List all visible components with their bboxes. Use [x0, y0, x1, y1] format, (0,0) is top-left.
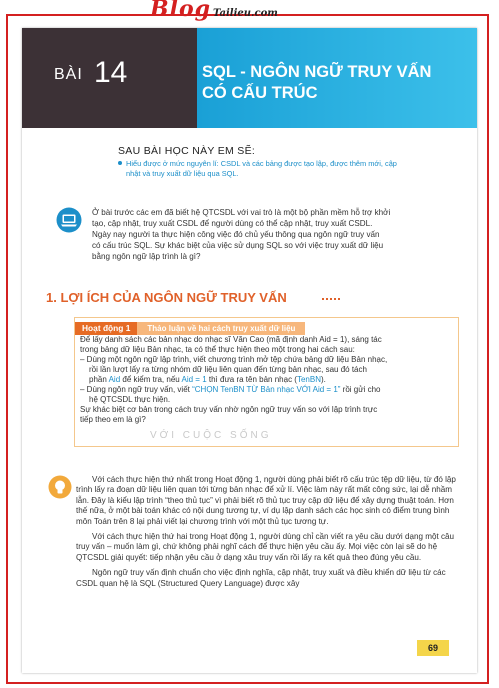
lesson-banner	[22, 28, 477, 128]
activity-header	[75, 318, 305, 331]
activity-line: hệ QTCSDL thực hiện.	[89, 395, 171, 404]
lesson-title-line1: SQL - NGÔN NGỮ TRUY VẤN	[202, 63, 432, 81]
aid-term: Aid	[108, 375, 121, 384]
bullet-icon	[118, 161, 122, 165]
answer-paragraph-3: Ngôn ngữ truy vấn định chuẩn cho việc định nghĩa, cập nhật, truy xuất và điều khiển dữ liệu từ các CSDL quan hệ là SQL (Structured Query Language) được xây	[76, 568, 446, 588]
page-number: 69	[417, 640, 449, 656]
activity-line: tiếp theo em là gì?	[80, 415, 146, 424]
textbook-page	[22, 28, 477, 673]
lesson-title-line2: CÓ CẤU TRÚC	[202, 84, 318, 102]
lightbulb-icon	[48, 475, 72, 499]
laptop-icon	[56, 207, 82, 233]
lesson-title	[202, 62, 462, 104]
tenbn-term: TenBN	[296, 375, 321, 384]
activity-line: phần Aid để kiểm tra, nếu Aid = 1 thì đưa ra tên bản nhạc (TenBN).	[89, 375, 326, 384]
activity-line: trong bảng dữ liệu Bản nhạc, ta có thể thực hiện theo một trong hai cách sau:	[80, 345, 355, 354]
activity-line: Để lấy danh sách các bản nhạc do nhạc sĩ Văn Cao (mã định danh Aid = 1), sáng tác	[80, 335, 382, 344]
section-1-dotted-line	[322, 298, 340, 300]
activity-line: – Dùng một ngôn ngữ lập trình, viết chương trình mở tệp chứa bảng dữ liệu Bản nhạc,	[80, 355, 388, 364]
goals-heading: SAU BÀI HỌC NÀY EM SẼ:	[118, 145, 256, 157]
query-example: “CHỌN TenBN TỪ Bản nhạc VỚI Aid = 1”	[192, 385, 341, 394]
intro-line: có cấu trúc SQL. Sự khác biệt của việc sử dụng SQL so với việc truy xuất dữ liệu	[92, 241, 384, 250]
intro-line: Ngày nay người ta thực hiện công việc đó chủ yếu thông qua ngôn ngữ truy vấn	[92, 230, 380, 239]
activity-1-box	[74, 317, 459, 447]
watermark-text: VỚI CUỘC SỐNG	[150, 430, 272, 441]
answer-text	[76, 475, 456, 594]
activity-body	[80, 335, 452, 425]
activity-tag: Hoạt động 1	[75, 322, 137, 335]
lesson-word: BÀI	[54, 66, 83, 83]
activity-topic: Thảo luận về hai cách truy xuất dữ liệu	[137, 322, 305, 335]
logo-brand: Blog	[150, 0, 212, 22]
activity-line: rồi lần lượt lấy ra từng nhóm dữ liệu liên quan đến từng bản nhạc, sau đó tách	[89, 365, 367, 374]
activity-line: Sự khác biệt cơ bản trong cách truy vấn nhờ ngôn ngữ truy vấn so với lập trình trực	[80, 405, 378, 414]
intro-line: Ở bài trước các em đã biết hệ QTCSDL với vai trò là một bộ phần mềm hỗ trợ khởi	[92, 208, 391, 217]
goals-line-2: nhật và truy xuất dữ liệu qua SQL.	[126, 169, 239, 178]
site-logo[interactable]	[150, 0, 278, 22]
goals-line-1: Hiểu được ở mức nguyên lí: CSDL và các bảng được tạo lập, được thêm mới, cập	[118, 159, 453, 169]
section-1-title: 1. LỢI ÍCH CỦA NGÔN NGỮ TRUY VẤN	[46, 290, 287, 305]
activity-line: – Dùng ngôn ngữ truy vấn, viết “CHỌN TenBN TỪ Bản nhạc VỚI Aid = 1” rồi gửi cho	[80, 385, 381, 394]
intro-text	[92, 207, 452, 262]
intro-line: tạo, cập nhật, truy xuất CSDL để người dùng có thể cập nhật, truy xuất CSDL.	[92, 219, 373, 228]
intro-line: bằng ngôn ngữ lập trình là gì?	[92, 252, 201, 261]
answer-paragraph-1: Với cách thực hiện thứ nhất trong Hoạt động 1, người dùng phải biết rõ cấu trúc tệp dữ liệu, từ đó lập trình lấy ra đoạn dữ liệu liên quan tới từng bản nhạc để xử lí. Việc làm này rất mất công sức, lại dễ nhầm lẫn. Đây là kiểu lập trình “theo thủ tục” vì phải biết rõ thủ tục truy cập dữ liệu để xây dựng thuật toán. Hơn thế nữa, ở một bài toán khác có nội dung tương tự, ví dụ lập danh sách các học sinh có điểm trung bình môn Toán trên 8 lại phải viết lại chương trình với một thủ tục tương tự.	[76, 475, 456, 526]
lesson-number: 14	[94, 56, 128, 89]
goals-body	[118, 159, 453, 179]
logo-site: Tailieu.com	[213, 8, 278, 19]
answer-paragraph-2: Với cách thực hiện thứ hai trong Hoạt động 1, người dùng chỉ cần viết ra yêu cầu dưới dạng một câu truy vấn – muốn làm gì, chứ không phải nghĩ cách để thực hiện yêu cầu ấy. Mọi việc còn lại sẽ do hệ QTCSDL giải quyết: tiếp nhận yêu cầu ở dạng xâu truy vấn rồi lấy ra kết quả theo đúng yêu cầu.	[76, 532, 455, 562]
aid-condition: Aid = 1	[181, 375, 207, 384]
